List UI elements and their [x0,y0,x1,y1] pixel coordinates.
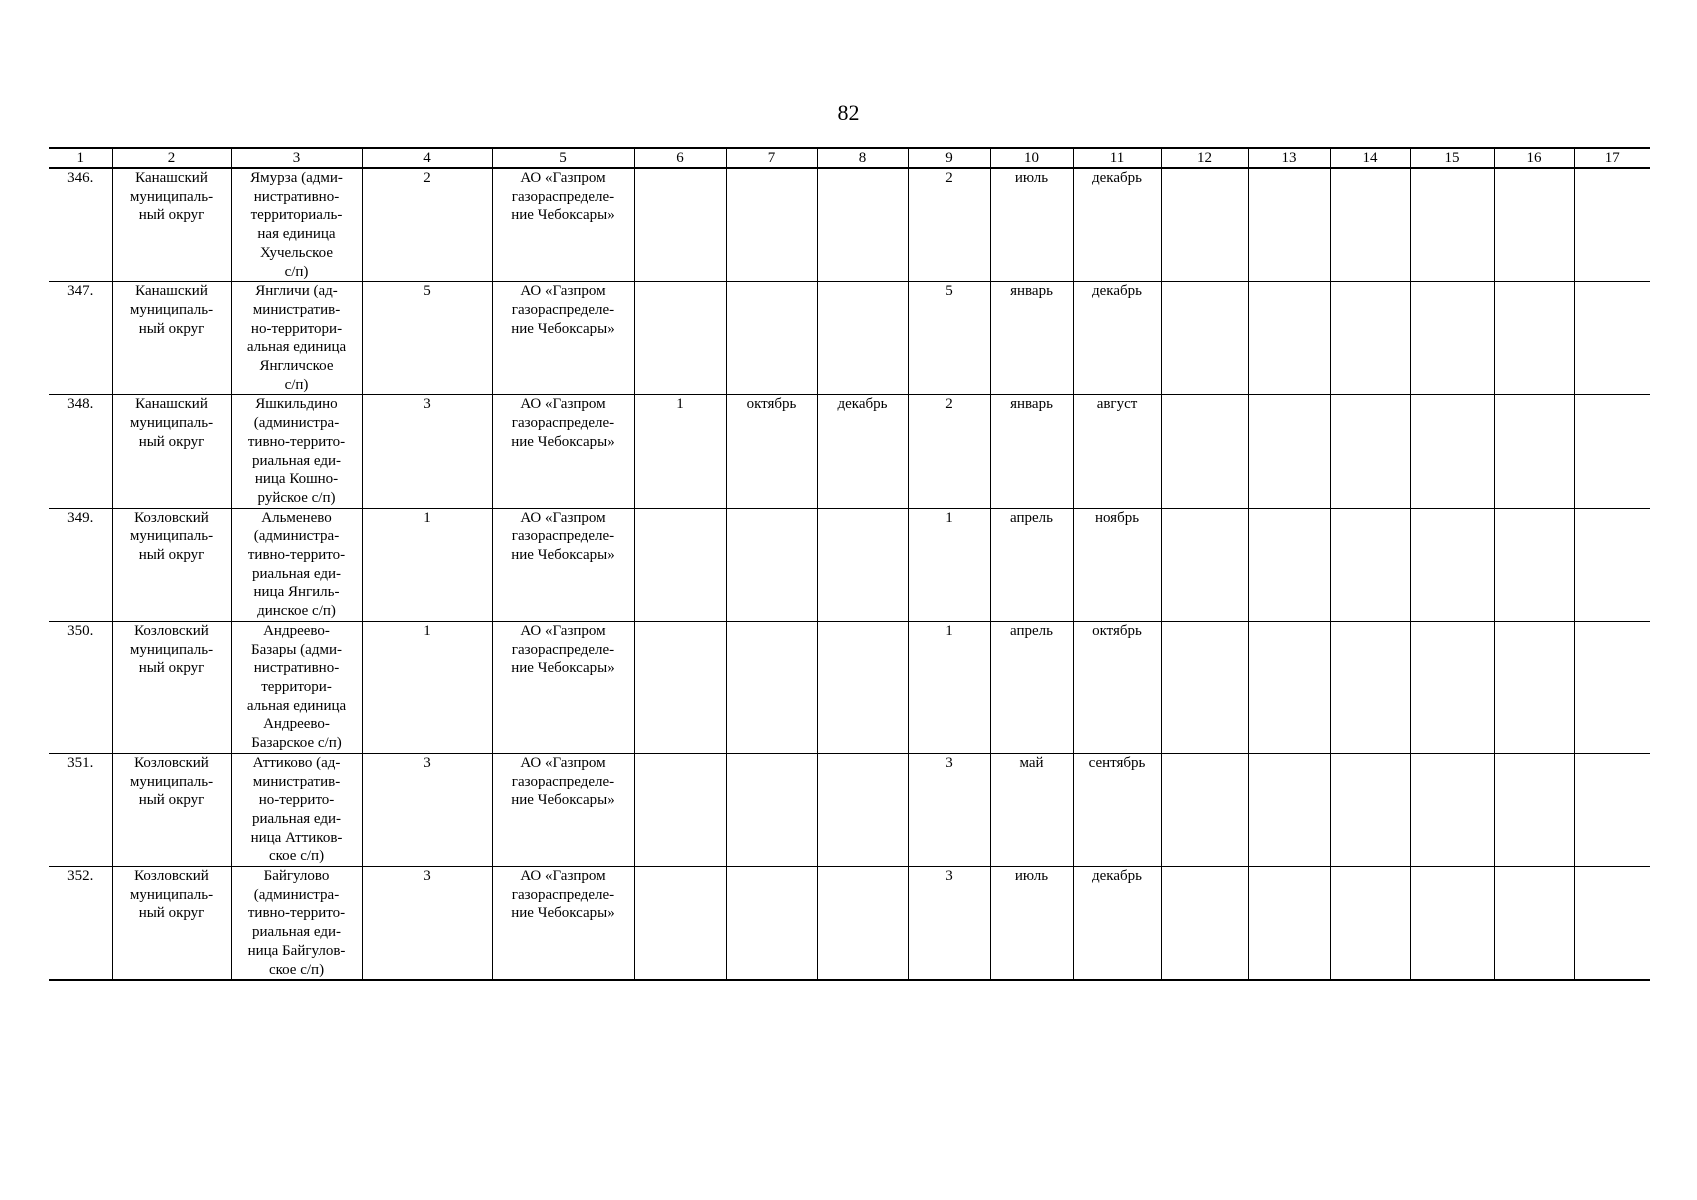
cell-col7 [726,867,817,981]
cell-col17 [1574,168,1650,282]
cell-col4: 5 [362,282,492,395]
column-header: 9 [908,148,990,168]
cell-col13 [1248,168,1330,282]
column-header: 3 [231,148,362,168]
cell-col14 [1330,753,1410,866]
cell-organization: АО «Газпром газораспределе- ние Чебоксары» [492,621,634,753]
cell-col16 [1494,508,1574,621]
cell-organization: АО «Газпром газораспределе- ние Чебоксары» [492,753,634,866]
cell-district: Канашский муниципаль- ный округ [112,168,231,282]
cell-locality: Андреево- Базары (адми- нистративно- территори- альная единица Андреево- Базарское с/п) [231,621,362,753]
cell-col13 [1248,395,1330,508]
cell-col12 [1161,753,1248,866]
cell-col13 [1248,621,1330,753]
cell-col16 [1494,168,1574,282]
cell-col10: январь [990,395,1073,508]
table-row [49,282,1650,395]
cell-col17 [1574,395,1650,508]
column-header: 13 [1248,148,1330,168]
cell-locality: Яшкильдино (администра- тивно-террито- риальная еди- ница Кошно- руйское с/п) [231,395,362,508]
cell-organization: АО «Газпром газораспределе- ние Чебоксары» [492,168,634,282]
cell-locality: Альменево (администра- тивно-террито- риальная еди- ница Янгиль- динское с/п) [231,508,362,621]
column-header: 6 [634,148,726,168]
cell-col11: ноябрь [1073,508,1161,621]
cell-col12 [1161,508,1248,621]
cell-col17 [1574,282,1650,395]
cell-col4: 3 [362,753,492,866]
cell-col12 [1161,395,1248,508]
cell-col14 [1330,508,1410,621]
cell-col13 [1248,508,1330,621]
cell-col17 [1574,621,1650,753]
cell-col15 [1410,282,1494,395]
column-header: 16 [1494,148,1574,168]
cell-col14 [1330,867,1410,981]
cell-col7: октябрь [726,395,817,508]
column-header: 8 [817,148,908,168]
column-header: 5 [492,148,634,168]
cell-organization: АО «Газпром газораспределе- ние Чебоксары» [492,395,634,508]
cell-col16 [1494,395,1574,508]
cell-col6 [634,867,726,981]
schedule-table [49,147,1650,981]
cell-col17 [1574,753,1650,866]
cell-col12 [1161,282,1248,395]
cell-col10: апрель [990,508,1073,621]
cell-col7 [726,282,817,395]
cell-col12 [1161,867,1248,981]
cell-col6: 1 [634,395,726,508]
column-header: 2 [112,148,231,168]
cell-col10: январь [990,282,1073,395]
cell-row-number: 347. [49,282,112,395]
cell-district: Канашский муниципаль- ный округ [112,395,231,508]
cell-col10: июль [990,168,1073,282]
cell-district: Козловский муниципаль- ный округ [112,867,231,981]
cell-col15 [1410,508,1494,621]
table-row [49,508,1650,621]
cell-col10: май [990,753,1073,866]
cell-col11: август [1073,395,1161,508]
cell-col15 [1410,621,1494,753]
cell-col9: 3 [908,867,990,981]
table-header [49,148,1650,168]
column-header: 12 [1161,148,1248,168]
table-row [49,621,1650,753]
cell-col12 [1161,621,1248,753]
cell-col15 [1410,395,1494,508]
column-header: 14 [1330,148,1410,168]
table-row [49,395,1650,508]
cell-col12 [1161,168,1248,282]
table-row [49,168,1650,282]
cell-col17 [1574,867,1650,981]
cell-col16 [1494,867,1574,981]
cell-row-number: 350. [49,621,112,753]
column-header: 17 [1574,148,1650,168]
cell-col10: апрель [990,621,1073,753]
header-row [49,148,1650,168]
column-header: 11 [1073,148,1161,168]
cell-col7 [726,753,817,866]
cell-col13 [1248,867,1330,981]
cell-row-number: 346. [49,168,112,282]
cell-district: Козловский муниципаль- ный округ [112,621,231,753]
cell-col15 [1410,753,1494,866]
column-header: 10 [990,148,1073,168]
cell-col14 [1330,395,1410,508]
cell-col6 [634,508,726,621]
cell-col15 [1410,867,1494,981]
cell-col13 [1248,753,1330,866]
cell-col8 [817,508,908,621]
cell-col8: декабрь [817,395,908,508]
cell-district: Канашский муниципаль- ный округ [112,282,231,395]
column-header: 7 [726,148,817,168]
cell-col6 [634,282,726,395]
column-header: 4 [362,148,492,168]
cell-district: Козловский муниципаль- ный округ [112,753,231,866]
cell-col11: декабрь [1073,867,1161,981]
cell-col9: 2 [908,395,990,508]
cell-col4: 1 [362,621,492,753]
cell-col11: октябрь [1073,621,1161,753]
cell-locality: Янгличи (ад- министратив- но-территори- альная единица Янгличское с/п) [231,282,362,395]
cell-col9: 3 [908,753,990,866]
cell-col15 [1410,168,1494,282]
cell-col8 [817,168,908,282]
cell-row-number: 349. [49,508,112,621]
cell-col16 [1494,282,1574,395]
cell-col7 [726,508,817,621]
page-number: 82 [837,100,860,125]
cell-col7 [726,168,817,282]
cell-col9: 2 [908,168,990,282]
cell-row-number: 351. [49,753,112,866]
cell-organization: АО «Газпром газораспределе- ние Чебоксары» [492,867,634,981]
cell-col8 [817,621,908,753]
cell-col4: 3 [362,867,492,981]
cell-locality: Аттиково (ад- министратив- но-террито- риальная еди- ница Аттиков- ское с/п) [231,753,362,866]
cell-row-number: 352. [49,867,112,981]
cell-col8 [817,282,908,395]
cell-organization: АО «Газпром газораспределе- ние Чебоксары» [492,508,634,621]
table-body [49,168,1650,980]
cell-col14 [1330,282,1410,395]
cell-col6 [634,753,726,866]
column-header: 15 [1410,148,1494,168]
table-row [49,867,1650,981]
cell-col9: 1 [908,508,990,621]
cell-col7 [726,621,817,753]
cell-col14 [1330,621,1410,753]
column-header: 1 [49,148,112,168]
table-row [49,753,1650,866]
cell-col13 [1248,282,1330,395]
cell-col4: 1 [362,508,492,621]
cell-organization: АО «Газпром газораспределе- ние Чебоксары» [492,282,634,395]
cell-col8 [817,753,908,866]
cell-district: Козловский муниципаль- ный округ [112,508,231,621]
cell-col4: 3 [362,395,492,508]
cell-col6 [634,168,726,282]
cell-row-number: 348. [49,395,112,508]
cell-locality: Ямурза (адми- нистративно- территориаль- ная единица Хучельское с/п) [231,168,362,282]
cell-col16 [1494,621,1574,753]
cell-col14 [1330,168,1410,282]
cell-col10: июль [990,867,1073,981]
cell-col8 [817,867,908,981]
cell-col16 [1494,753,1574,866]
cell-col11: декабрь [1073,168,1161,282]
cell-locality: Байгулово (администра- тивно-террито- риальная еди- ница Байгулов- ское с/п) [231,867,362,981]
cell-col9: 1 [908,621,990,753]
cell-col4: 2 [362,168,492,282]
cell-col11: сентябрь [1073,753,1161,866]
cell-col6 [634,621,726,753]
cell-col11: декабрь [1073,282,1161,395]
cell-col17 [1574,508,1650,621]
cell-col9: 5 [908,282,990,395]
